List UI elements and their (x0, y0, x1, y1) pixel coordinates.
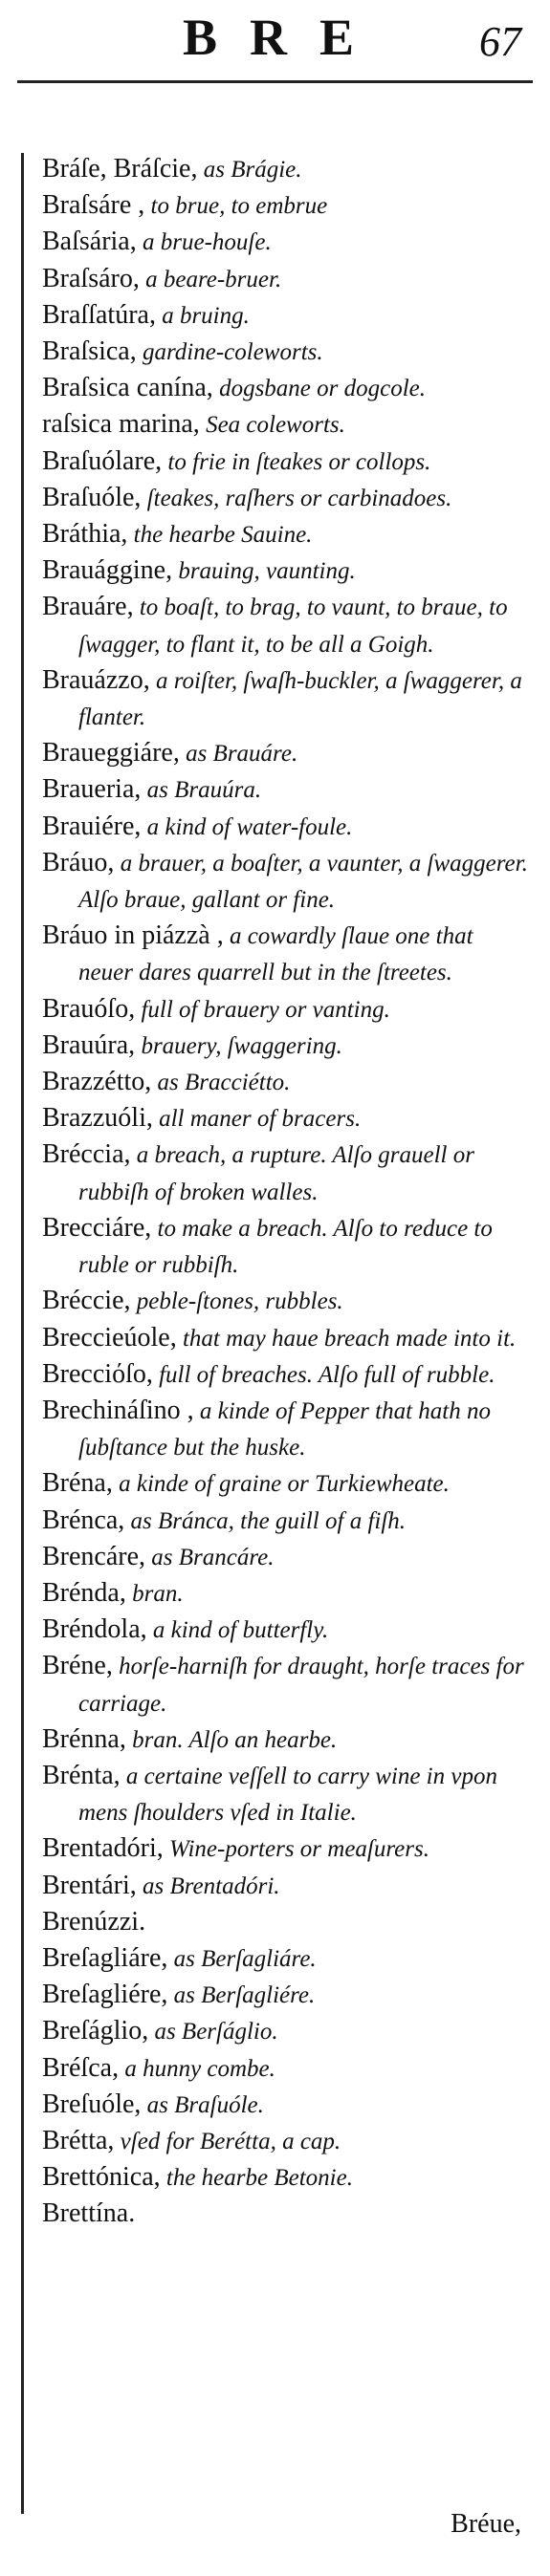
entry-gloss: Wine-porters or meaſurers. (163, 1836, 429, 1863)
dictionary-entry (42, 589, 532, 661)
entry-gloss: as Berſagliére. (167, 1982, 316, 2009)
entry-headword: Braſuólare, (42, 445, 163, 476)
entry-gloss: a breach, a rupture. Alſo grauell or rubbiſh of broken walles. (78, 1142, 474, 1205)
entry-gloss: a bruing. (155, 302, 250, 329)
running-head: BRE (182, 9, 387, 66)
header-rule (17, 80, 533, 83)
dictionary-entry (42, 1830, 532, 1867)
entry-headword: Brénna, (42, 1723, 126, 1754)
dictionary-entry (42, 1136, 532, 1209)
entry-headword: Braſuóle, (42, 482, 142, 512)
entry-headword: Braueria, (42, 774, 142, 805)
entry-gloss: to boaſt, to brag, to vaunt, to braue, to ſwagger, to flant it, to be all a Goigh. (78, 595, 508, 658)
dictionary-entry (42, 1393, 532, 1465)
entry-headword: Brencáre, (42, 1541, 146, 1571)
dictionary-entry (42, 1940, 532, 1977)
entry-headword: Brénda, (42, 1577, 126, 1608)
entry-gloss: bran. (125, 1580, 184, 1607)
entry-headword: Bréne, (42, 1651, 113, 1681)
dictionary-entry (42, 2123, 532, 2159)
entry-headword: Brazzétto, (42, 1067, 152, 1097)
entry-gloss: a brue-houſe. (136, 229, 272, 256)
dictionary-entry (42, 1575, 532, 1612)
entry-gloss: ſteakes, raſhers or carbinadoes. (141, 485, 452, 511)
entry-gloss: as Brágie. (197, 157, 302, 183)
dictionary-entry (42, 151, 532, 187)
entry-headword: Brauággine, (42, 555, 173, 586)
entry-headword: Bráthia, (42, 519, 128, 550)
dictionary-entry (42, 1612, 532, 1648)
entry-headword: Brénca, (42, 1504, 125, 1535)
entry-headword: Braſsica canína, (42, 373, 213, 403)
entry-gloss: a brauer, a boaſter, a vaunter, a ſwaggerer. Alſo braue, gallant or fine. (78, 850, 528, 914)
entry-gloss: Sea coleworts. (199, 412, 345, 439)
dictionary-entry (42, 370, 532, 406)
entry-gloss: a cowardly ſlaue one that neuer dares quarrell but in the ſtreetes. (78, 923, 473, 986)
entry-headword: Bráſe, Bráſcie, (42, 154, 198, 184)
page-number: 67 (479, 18, 521, 65)
entry-headword: Brenúzzi. (42, 1906, 146, 1937)
dictionary-entry (42, 261, 532, 297)
entry-gloss: brauery, ſwaggering. (135, 1032, 342, 1059)
entry-headword: Breſagliére, (42, 1980, 168, 2010)
dictionary-entry (42, 1904, 532, 1940)
entry-gloss: a kinde of Pepper that hath no ſubſtance but the huske. (78, 1397, 491, 1461)
dictionary-entry (42, 1977, 532, 2013)
dictionary-entry (42, 297, 532, 334)
dictionary-entry (42, 1648, 532, 1721)
dictionary-entry (42, 1721, 532, 1758)
dictionary-entry (42, 480, 532, 516)
entry-gloss: as Braſuóle. (141, 2091, 264, 2118)
entry-gloss: as Brauáre. (179, 741, 298, 768)
entry-headword: Brettína. (42, 2198, 136, 2229)
entry-headword: Bráuo, (42, 847, 115, 877)
dictionary-entry (42, 2159, 532, 2196)
entry-gloss: brauing, vaunting. (172, 558, 356, 585)
entry-headword: Bréndola, (42, 1614, 147, 1645)
dictionary-entry (42, 1100, 532, 1136)
entry-gloss: as Bránca, the guill of a fiſh. (124, 1507, 407, 1534)
entry-headword: Breſuóle, (42, 2089, 142, 2119)
dictionary-entry (42, 771, 532, 808)
entry-list (42, 151, 532, 2233)
entry-headword: Breccieúole, (42, 1322, 177, 1353)
entry-headword: Bréccie, (42, 1286, 131, 1316)
dictionary-entry (42, 735, 532, 771)
entry-gloss: vſed for Berétta, a cap. (114, 2128, 341, 2154)
dictionary-entry (42, 1539, 532, 1575)
entry-gloss: a hunny combe. (119, 2055, 275, 2082)
entry-gloss: a beare-bruer. (139, 266, 282, 292)
dictionary-entry (42, 1503, 532, 1539)
catchword: Bréue, (451, 2509, 521, 2539)
entry-headword: Breſagliáre, (42, 1942, 168, 1973)
dictionary-entry (42, 2087, 532, 2123)
dictionary-entry (42, 1465, 532, 1502)
dictionary-entry (42, 187, 532, 224)
entry-gloss: peble-ſtones, rubbles. (130, 1288, 343, 1315)
entry-gloss: a kind of water-foule. (141, 813, 353, 840)
entry-gloss: a certaine veſſell to carry wine in vpon mens ſhoulders vſed in Italie. (78, 1763, 497, 1827)
dictionary-entry (42, 1064, 532, 1100)
entry-headword: Brauiére, (42, 811, 142, 841)
entry-gloss: a roiſter, ſwaſh-buckler, a ſwaggerer, a flanter. (78, 667, 522, 731)
dictionary-entry (42, 2050, 532, 2087)
entry-headword: Braſſatúra, (42, 299, 156, 330)
entry-gloss: as Brentadóri. (136, 1872, 280, 1899)
dictionary-entry (42, 224, 532, 260)
entry-gloss: dogsbane or dogcole. (212, 376, 427, 402)
entry-gloss: full of brauery or vanting. (135, 996, 390, 1023)
entry-headword: Brétta, (42, 2125, 115, 2155)
entry-headword: Bréccia, (42, 1139, 131, 1170)
entry-gloss: gardine-coleworts. (136, 339, 323, 366)
entry-headword: Brecciáre, (42, 1212, 152, 1243)
entry-gloss: as Brancáre. (145, 1544, 275, 1570)
dictionary-entry (42, 516, 532, 552)
entry-headword: Brauóſo, (42, 993, 136, 1024)
dictionary-entry (42, 845, 532, 918)
entry-headword: Brentadóri, (42, 1833, 164, 1864)
entry-headword: Brauázzo, (42, 664, 150, 695)
dictionary-entry (42, 1320, 532, 1356)
entry-gloss: that may haue breach made into it. (176, 1325, 517, 1352)
dictionary-entry (42, 2013, 532, 2049)
entry-headword: Brauáre, (42, 592, 134, 622)
dictionary-entry (42, 1356, 532, 1393)
entry-gloss: to make a breach. Alſo to reduce to ruble or rubbiſh. (78, 1215, 493, 1279)
entry-headword: Braueggiáre, (42, 738, 180, 768)
dictionary-entry (42, 809, 532, 845)
entry-headword: Brecciόſo, (42, 1358, 153, 1389)
entry-gloss: a kinde of graine or Turkiewheate. (112, 1471, 450, 1498)
entry-gloss: full of breaches. Alſo full of rubble. (152, 1361, 495, 1388)
entry-gloss: the hearbe Sauine. (127, 522, 313, 549)
entry-headword: Brazzuóli, (42, 1103, 153, 1134)
entry-headword: Brénta, (42, 1760, 121, 1790)
entry-gloss: as Berſáglio. (148, 2019, 278, 2046)
entry-gloss: to brue, to embrue (144, 193, 328, 220)
entry-headword: Bráuo in piázzà , (42, 920, 224, 951)
entry-headword: Brechináſino , (42, 1395, 194, 1425)
entry-gloss: as Brauúra. (141, 777, 262, 804)
dictionary-entry (42, 1868, 532, 1904)
dictionary-entry (42, 2196, 532, 2232)
entry-headword: Brauúra, (42, 1029, 136, 1060)
entry-headword: Brettónica, (42, 2162, 161, 2193)
dictionary-entry (42, 1028, 532, 1064)
entry-gloss: to frie in ſteakes or collops. (162, 448, 431, 475)
dictionary-entry (42, 918, 532, 990)
entry-gloss: the hearbe Betonie. (160, 2165, 353, 2192)
dictionary-entry (42, 406, 532, 443)
entry-gloss: bran. Alſo an hearbe. (125, 1726, 338, 1753)
dictionary-entry (42, 1758, 532, 1830)
entry-gloss: horſe-harniſh for draught, horſe traces for carriage. (78, 1654, 524, 1717)
entry-gloss: all maner of bracers. (152, 1106, 362, 1133)
dictionary-entry (42, 662, 532, 735)
dictionary-entry (42, 1210, 532, 1283)
entry-headword: Bréna, (42, 1468, 113, 1499)
entry-headword: Braſsáre , (42, 190, 145, 221)
entry-headword: Brentári, (42, 1870, 137, 1900)
entry-headword: raſsica marina, (42, 409, 200, 440)
entry-headword: Braſsáro, (42, 263, 140, 293)
dictionary-entry (42, 444, 532, 480)
dictionary-entry (42, 991, 532, 1028)
entry-gloss: a kind of butterfly. (146, 1617, 329, 1644)
entry-headword: Breſáglio, (42, 2016, 149, 2046)
margin-rule (21, 153, 24, 2514)
dictionary-entry (42, 1283, 532, 1319)
page-header (0, 0, 550, 105)
entry-gloss: as Bracciétto. (151, 1070, 291, 1096)
entry-headword: Baſsária, (42, 227, 137, 257)
entry-headword: Bréſca, (42, 2052, 120, 2083)
entry-headword: Braſsica, (42, 336, 137, 367)
dictionary-entry (42, 334, 532, 370)
entry-gloss: as Berſagliáre. (167, 1945, 317, 1972)
dictionary-entry (42, 552, 532, 589)
